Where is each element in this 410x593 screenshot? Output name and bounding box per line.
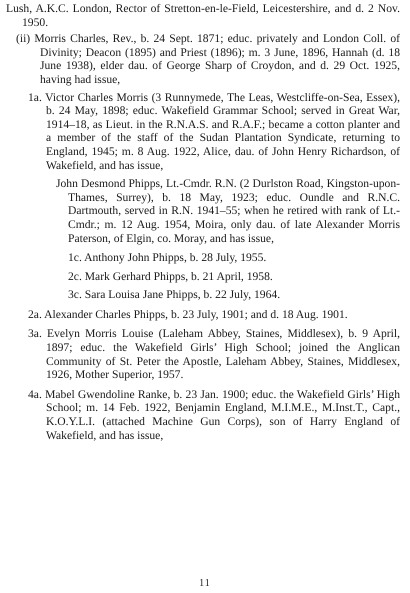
page-number: 11: [199, 578, 211, 589]
paragraph-john-desmond-phipps: John Desmond Phipps, Lt.-Cmdr. R.N. (2 Durlston Road, Kingston-upon-Thames, Surrey), b. 18 May, 1923; educ. Oundle and R.N.C. Dartmouth, served in R.N. 1941–55; when he retired with rank of Lt.-Cmdr.; m. 12 Aug. 1954, Moira, only dau. of late Alexander Morris Paterson, of Elgin, co. Moray, and has issue,: [56, 177, 400, 245]
paragraph-2a-alexander-charles-phipps: 2a. Alexander Charles Phipps, b. 23 July, 1901; and d. 18 Aug. 1901.: [28, 307, 348, 321]
paragraph-1c-anthony-john-phipps: 1c. Anthony John Phipps, b. 28 July, 1955.: [68, 251, 267, 265]
paragraph-3c-sara-louisa-jane-phipps: 3c. Sara Louisa Jane Phipps, b. 22 July, 1964.: [68, 288, 281, 302]
paragraph-ii-morris-charles: (ii) Morris Charles, Rev., b. 24 Sept. 1871; educ. privately and London Coll. of Divinity; Deacon (1895) and Priest (1896); m. 3 June, 1896, Hannah (d. 18 June 1938), elder dau. of George Sharp of Croydon, and d. 29 Oct. 1925, having had issue,: [16, 32, 400, 86]
paragraph-2c-mark-gerhard-phipps: 2c. Mark Gerhard Phipps, b. 21 April, 1958.: [68, 269, 273, 283]
paragraph-4a-mabel-gwendoline-ranke: 4a. Mabel Gwendoline Ranke, b. 23 Jan. 1900; educ. the Wakefield Girls’ High School; m. 14 Feb. 1922, Benjamin England, M.I.M.E., M.Inst.T., Capt., K.O.Y.L.I. (attached Machine Gun Corps), son of Harry England of Wakefield, and has issue,: [28, 387, 400, 442]
paragraph-intro: Lush, A.K.C. London, Rector of Stretton-en-le-Field, Leicestershire, and d. 2 Nov. 1950.: [6, 2, 400, 29]
paragraph-1a-victor-charles-morris: 1a. Victor Charles Morris (3 Runnymede, The Leas, Westcliffe-on-Sea, Essex), b. 24 May, 1898; educ. Wakefield Grammar School; served in Great War, 1914–18, as Lieut. in the R.N.A.S. and R.A.F.; became a cotton planter and a member of the staff of the Sudan Plantation Syndicate, returning to England, 1945; m. 8 Aug. 1922, Alice, dau. of John Henry Richardson, of Wakefield, and has issue,: [28, 90, 400, 172]
paragraph-3a-evelyn-morris-louise: 3a. Evelyn Morris Louise (Laleham Abbey, Staines, Middlesex), b. 9 April, 1897; educ. the Wakefield Girls’ High School; joined the Anglican Community of St. Peter the Apostle, Laleham Abbey, Staines, Middlesex, 1926, Mother Superior, 1957.: [28, 327, 400, 382]
